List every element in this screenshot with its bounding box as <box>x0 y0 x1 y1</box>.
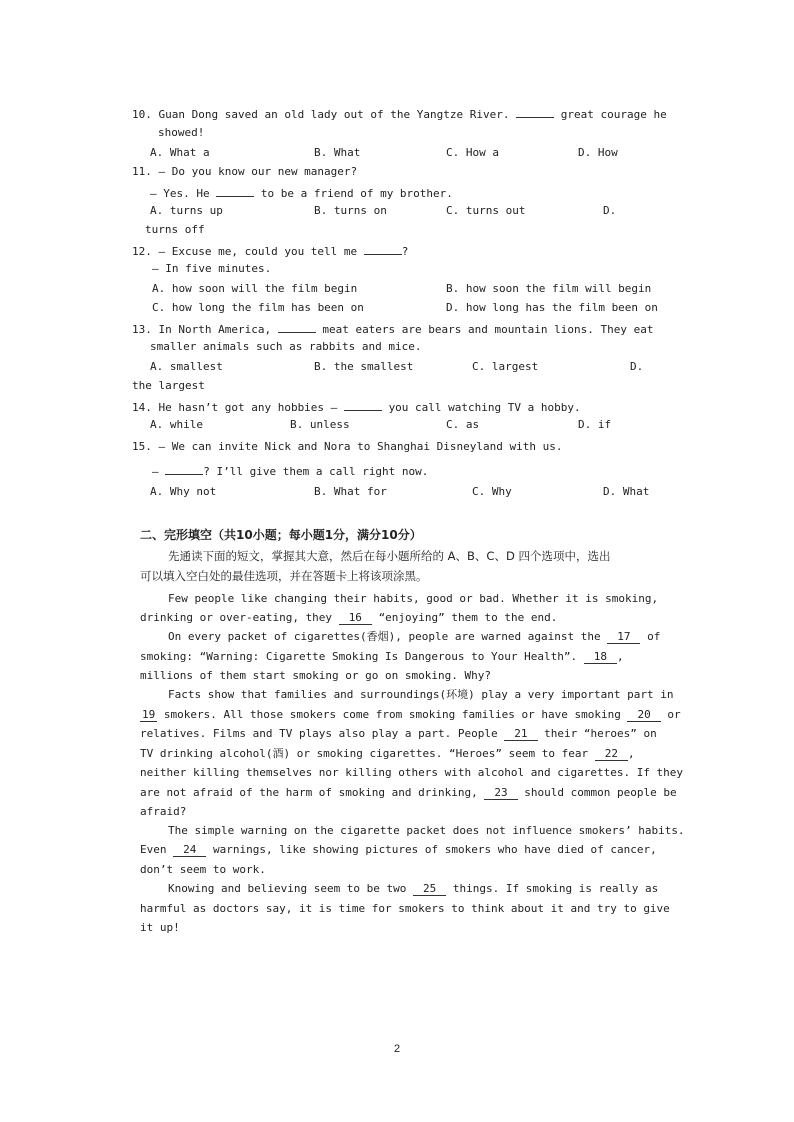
passage-line: it up! <box>140 921 180 934</box>
blank-22: 22 <box>595 748 628 761</box>
q11-stem: 11. — Do you know our new manager? <box>132 165 358 178</box>
page-number: 2 <box>393 1043 401 1055</box>
passage-line: smoking: “Warning: Cigarette Smoking Is Dangerous to Your Health”. 18 , <box>140 650 624 663</box>
q14-stem: 14. He hasn’t got any hobbies — you call watching TV a hobby. <box>132 401 581 414</box>
q11-option-a: A. turns up <box>150 204 223 217</box>
q13-option-b: B. the smallest <box>314 360 414 373</box>
q13-stem: 13. In North America, meat eaters are bears and mountain lions. They eat <box>132 323 654 336</box>
blank-25: 25 <box>413 883 446 896</box>
q15-reply: — ? I’ll give them a call right now. <box>152 465 429 478</box>
passage-line: Knowing and believing seem to be two 25 things. If smoking is really as <box>168 882 659 895</box>
q15-option-d: D. What <box>603 485 650 498</box>
section-2-title: 二、完形填空（共10小题；每小题1分，满分10分） <box>140 528 422 542</box>
q12-blank <box>364 243 402 255</box>
blank-23: 23 <box>484 787 517 800</box>
q14-option-b: B. unless <box>290 418 350 431</box>
q13-option-d: D. <box>630 360 644 373</box>
passage-line: The simple warning on the cigarette packet does not influence smokers’ habits. <box>168 824 685 837</box>
q12-option-d: D. how long has the film been on <box>446 301 658 314</box>
passage-line: harmful as doctors say, it is time for smokers to think about it and try to give <box>140 902 670 915</box>
q14-option-c: C. as <box>446 418 480 431</box>
blank-17: 17 <box>607 631 640 644</box>
q10-stem-cont: showed! <box>158 126 205 139</box>
q10-option-d: D. How <box>578 146 618 159</box>
q10-option-a: A. What a <box>150 146 210 159</box>
passage-line: Even 24 warnings, like showing pictures of smokers who have died of cancer, <box>140 843 657 856</box>
passage-line: millions of them start smoking or go on smoking. Why? <box>140 669 491 682</box>
q11-option-d-text: turns off <box>145 223 205 236</box>
q10-blank <box>516 106 554 118</box>
q11-reply: — Yes. He to be a friend of my brother. <box>150 187 453 200</box>
q14-option-a: A. while <box>150 418 203 431</box>
q15-option-a: A. Why not <box>150 485 217 498</box>
passage-line: On every packet of cigarettes(香烟), people are warned against the 17 of <box>168 630 661 643</box>
blank-20: 20 <box>627 709 660 722</box>
q12-option-a: A. how soon will the film begin <box>152 282 358 295</box>
q10-stem: 10. Guan Dong saved an old lady out of the Yangtze River. great courage he <box>132 108 667 121</box>
q13-option-a: A. smallest <box>150 360 223 373</box>
q11-option-d: D. <box>603 204 617 217</box>
q10-option-b: B. What <box>314 146 361 159</box>
passage-line: TV drinking alcohol(酒) or smoking cigarettes. “Heroes” seem to fear 22 , <box>140 747 635 760</box>
q13-stem-cont: smaller animals such as rabbits and mice. <box>150 340 422 353</box>
q13-blank <box>278 321 316 333</box>
blank-18: 18 <box>584 651 617 664</box>
cut-off-text-fragment <box>150 503 450 507</box>
q14-option-d: D. if <box>578 418 612 431</box>
q13-option-c: C. largest <box>472 360 539 373</box>
passage-line: Few people like changing their habits, good or bad. Whether it is smoking, <box>168 592 659 605</box>
passage-line: afraid? <box>140 805 187 818</box>
section-2-instructions-cont: 可以填入空白处的最佳选项，并在答题卡上将该项涂黑。 <box>140 569 428 583</box>
q12-option-b: B. how soon the film will begin <box>446 282 652 295</box>
q12-reply: — In five minutes. <box>152 262 272 275</box>
q15-option-b: B. What for <box>314 485 387 498</box>
q11-blank <box>216 185 254 197</box>
passage-line: 19 smokers. All those smokers come from smoking families or have smoking 20 or <box>142 708 681 721</box>
q15-option-c: C. Why <box>472 485 512 498</box>
q12-option-c: C. how long the film has been on <box>152 301 364 314</box>
passage-line: relatives. Films and TV plays also play a part. People 21 their “heroes” on <box>140 727 657 740</box>
q14-blank <box>344 399 382 411</box>
passage-line: neither killing themselves nor killing others with alcohol and cigarettes. If they <box>140 766 684 779</box>
section-2-instructions: 先通读下面的短文，掌握其大意，然后在每小题所给的 A、B、C、D 四个选项中，选出 <box>168 549 611 563</box>
q10-option-c: C. How a <box>446 146 499 159</box>
blank-16: 16 <box>339 612 372 625</box>
blank-19: 19 <box>142 708 156 721</box>
passage-line: Facts show that families and surroundings(环境) play a very important part in <box>168 688 674 701</box>
q12-stem: 12. — Excuse me, could you tell me ? <box>132 245 409 258</box>
blank-24: 24 <box>173 844 206 857</box>
blank-21: 21 <box>504 728 537 741</box>
q11-option-b: B. turns on <box>314 204 387 217</box>
q13-option-d-text: the largest <box>132 379 205 392</box>
q15-stem: 15. — We can invite Nick and Nora to Shanghai Disneyland with us. <box>132 440 563 453</box>
q15-blank <box>165 463 203 475</box>
passage-line: are not afraid of the harm of smoking and drinking, 23 should common people be <box>140 786 677 799</box>
passage-line: don’t seem to work. <box>140 863 266 876</box>
q11-option-c: C. turns out <box>446 204 526 217</box>
passage-line: drinking or over-eating, they 16 “enjoying” them to the end. <box>140 611 558 624</box>
